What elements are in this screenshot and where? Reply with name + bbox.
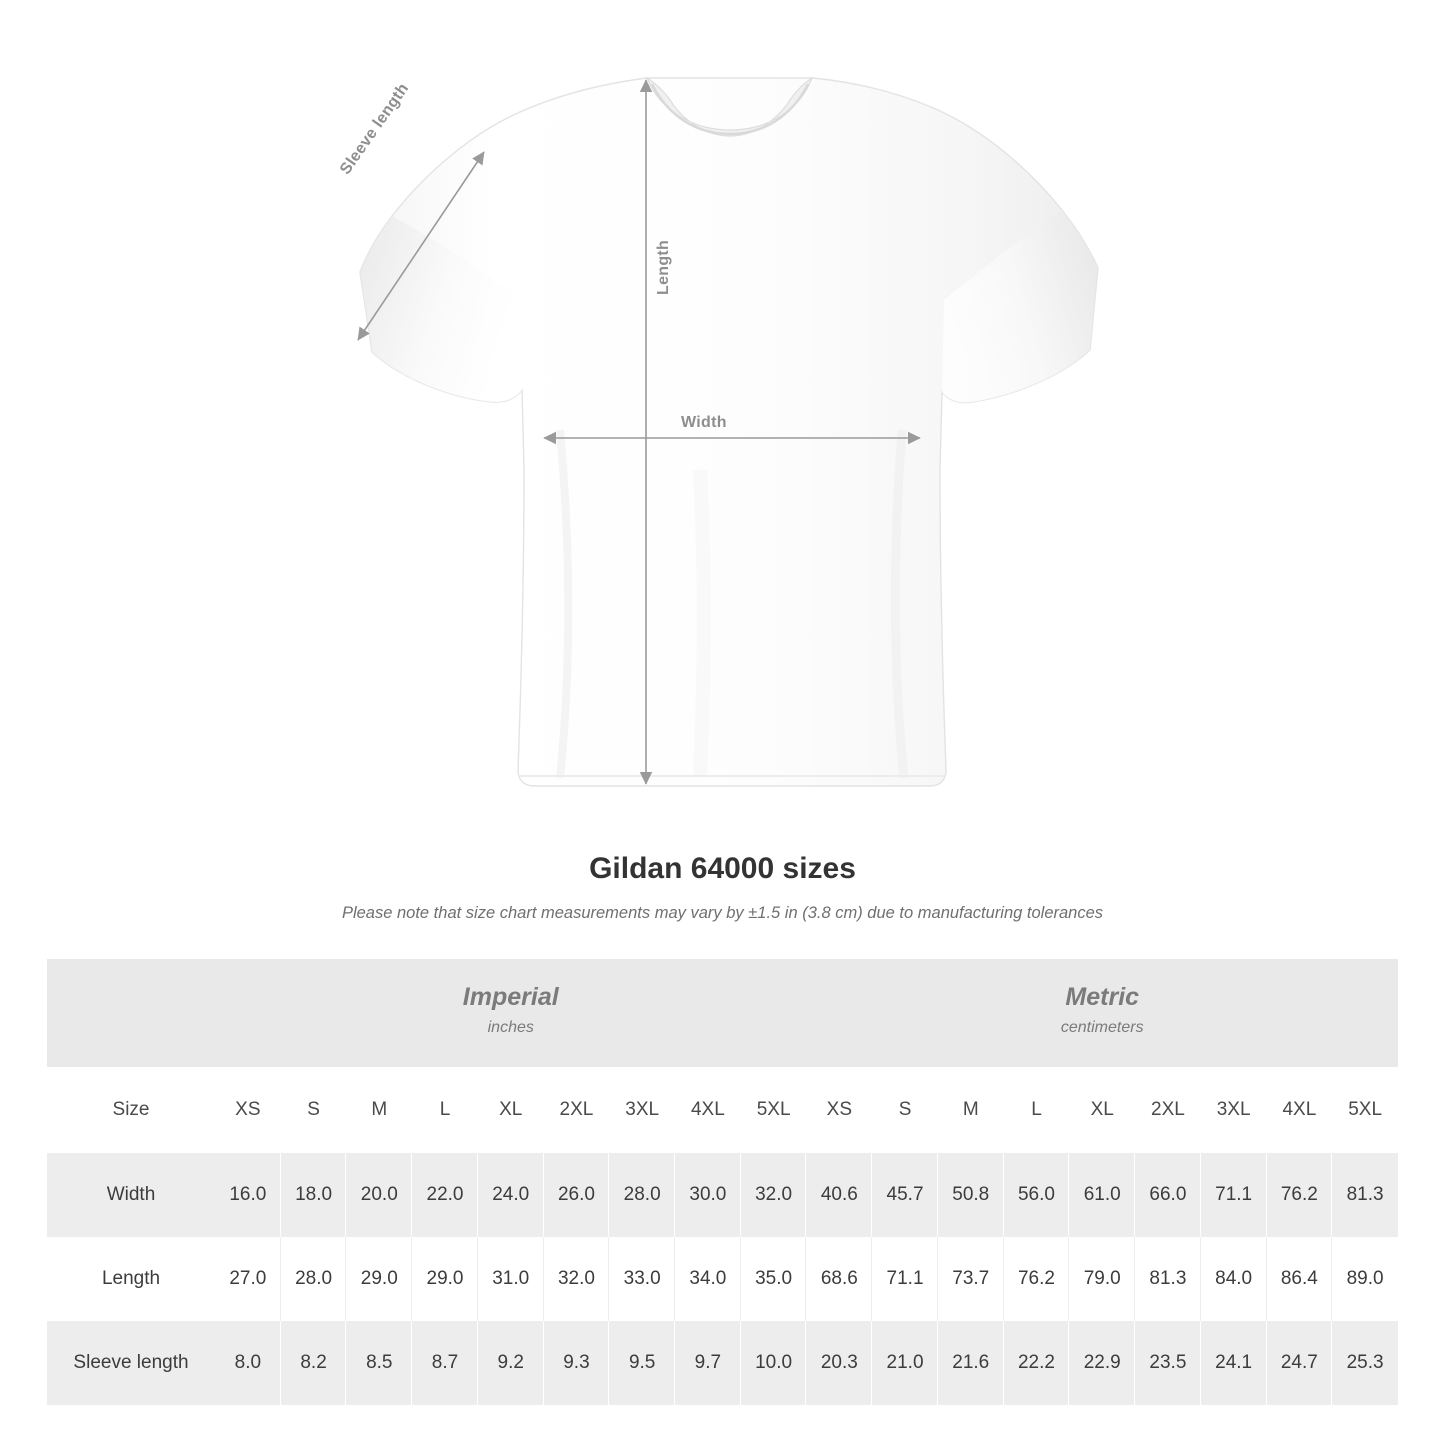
table-cell: 68.6 [806, 1237, 872, 1321]
row-header-size: Size [47, 1067, 215, 1153]
width-label: Width [681, 414, 727, 431]
table-cell: 35.0 [741, 1237, 807, 1321]
size-header-cell: 4XL [1267, 1067, 1333, 1153]
size-header-cell: M [346, 1067, 412, 1153]
size-header-cell: 5XL [741, 1067, 807, 1153]
table-row [47, 1237, 1398, 1321]
table-cell: 76.2 [1004, 1237, 1070, 1321]
size-chart-table [47, 959, 1398, 1405]
size-header-cell: 3XL [609, 1067, 675, 1153]
size-header-cell: XS [806, 1067, 872, 1153]
table-cell: 22.0 [412, 1153, 478, 1237]
table-cell: 22.9 [1069, 1321, 1135, 1405]
size-header-cell: S [281, 1067, 347, 1153]
size-header-cell: 5XL [1332, 1067, 1398, 1153]
table-cell: 8.2 [281, 1321, 347, 1405]
table-cell: 23.5 [1135, 1321, 1201, 1405]
size-header-cell: 2XL [544, 1067, 610, 1153]
table-cell: 24.1 [1201, 1321, 1267, 1405]
table-cell: 26.0 [544, 1153, 610, 1237]
page-title: Gildan 64000 sizes [589, 852, 856, 885]
table-cell: 40.6 [806, 1153, 872, 1237]
table-cell: 76.2 [1267, 1153, 1333, 1237]
table-cell: 31.0 [478, 1237, 544, 1321]
size-header-cell: L [412, 1067, 478, 1153]
table-cell: 8.7 [412, 1321, 478, 1405]
table-cell: 71.1 [872, 1237, 938, 1321]
table-cell: 8.0 [215, 1321, 281, 1405]
table-cell: 84.0 [1201, 1237, 1267, 1321]
unit-group-metric-sub: centimeters [1060, 1019, 1144, 1037]
size-chart-container [0, 923, 1445, 1405]
table-cell: 16.0 [215, 1153, 281, 1237]
table-cell: 20.3 [806, 1321, 872, 1405]
table-cell: 45.7 [872, 1153, 938, 1237]
row-label-length: Length [47, 1237, 215, 1321]
table-row [47, 1153, 1398, 1237]
table-cell: 50.8 [938, 1153, 1004, 1237]
table-cell: 10.0 [741, 1321, 807, 1405]
table-cell: 81.3 [1332, 1153, 1398, 1237]
table-header-row [47, 1067, 1398, 1153]
size-header-cell: 4XL [675, 1067, 741, 1153]
table-cell: 28.0 [281, 1237, 347, 1321]
size-header-cell: XS [215, 1067, 281, 1153]
size-header-cell: XL [478, 1067, 544, 1153]
size-header-cell: 2XL [1135, 1067, 1201, 1153]
table-cell: 9.5 [609, 1321, 675, 1405]
unit-group-row [47, 959, 1398, 1067]
size-header-cell: XL [1069, 1067, 1135, 1153]
table-row [47, 1321, 1398, 1405]
table-cell: 81.3 [1135, 1237, 1201, 1321]
table-cell: 28.0 [609, 1153, 675, 1237]
table-cell: 86.4 [1267, 1237, 1333, 1321]
table-cell: 18.0 [281, 1153, 347, 1237]
unit-group-imperial-name: Imperial [462, 983, 559, 1012]
table-cell: 22.2 [1004, 1321, 1070, 1405]
table-cell: 20.0 [346, 1153, 412, 1237]
table-cell: 61.0 [1069, 1153, 1135, 1237]
size-header-cell: M [938, 1067, 1004, 1153]
row-label-sleeve-length: Sleeve length [47, 1321, 215, 1405]
unit-row-spacer [47, 959, 215, 1067]
table-cell: 24.0 [478, 1153, 544, 1237]
table-cell: 29.0 [412, 1237, 478, 1321]
unit-group-metric [806, 959, 1398, 1067]
unit-group-imperial [215, 959, 806, 1067]
table-cell: 89.0 [1332, 1237, 1398, 1321]
table-cell: 27.0 [215, 1237, 281, 1321]
unit-group-metric-name: Metric [1065, 983, 1140, 1012]
tolerance-note: Please note that size chart measurements may vary by ±1.5 in (3.8 cm) due to manufacturing tolerances [341, 904, 1104, 922]
table-cell: 29.0 [346, 1237, 412, 1321]
table-cell: 73.7 [938, 1237, 1004, 1321]
unit-group-imperial-sub: inches [487, 1019, 534, 1037]
row-label-width: Width [47, 1153, 215, 1237]
table-cell: 79.0 [1069, 1237, 1135, 1321]
table-cell: 56.0 [1004, 1153, 1070, 1237]
table-cell: 21.0 [872, 1321, 938, 1405]
table-cell: 8.5 [346, 1321, 412, 1405]
size-header-cell: 3XL [1201, 1067, 1267, 1153]
sleeve-length-label: Sleeve length [337, 80, 413, 178]
table-cell: 33.0 [609, 1237, 675, 1321]
table-cell: 24.7 [1267, 1321, 1333, 1405]
table-cell: 32.0 [741, 1153, 807, 1237]
table-cell: 25.3 [1332, 1321, 1398, 1405]
table-cell: 9.2 [478, 1321, 544, 1405]
table-cell: 66.0 [1135, 1153, 1201, 1237]
shirt-body-shape [360, 78, 1098, 786]
table-cell: 71.1 [1201, 1153, 1267, 1237]
size-header-cell: S [872, 1067, 938, 1153]
table-cell: 9.7 [675, 1321, 741, 1405]
length-label: Length [655, 239, 672, 295]
table-cell: 9.3 [544, 1321, 610, 1405]
table-cell: 21.6 [938, 1321, 1004, 1405]
size-header-cell: L [1004, 1067, 1070, 1153]
table-cell: 30.0 [675, 1153, 741, 1237]
table-cell: 32.0 [544, 1237, 610, 1321]
table-cell: 34.0 [675, 1237, 741, 1321]
